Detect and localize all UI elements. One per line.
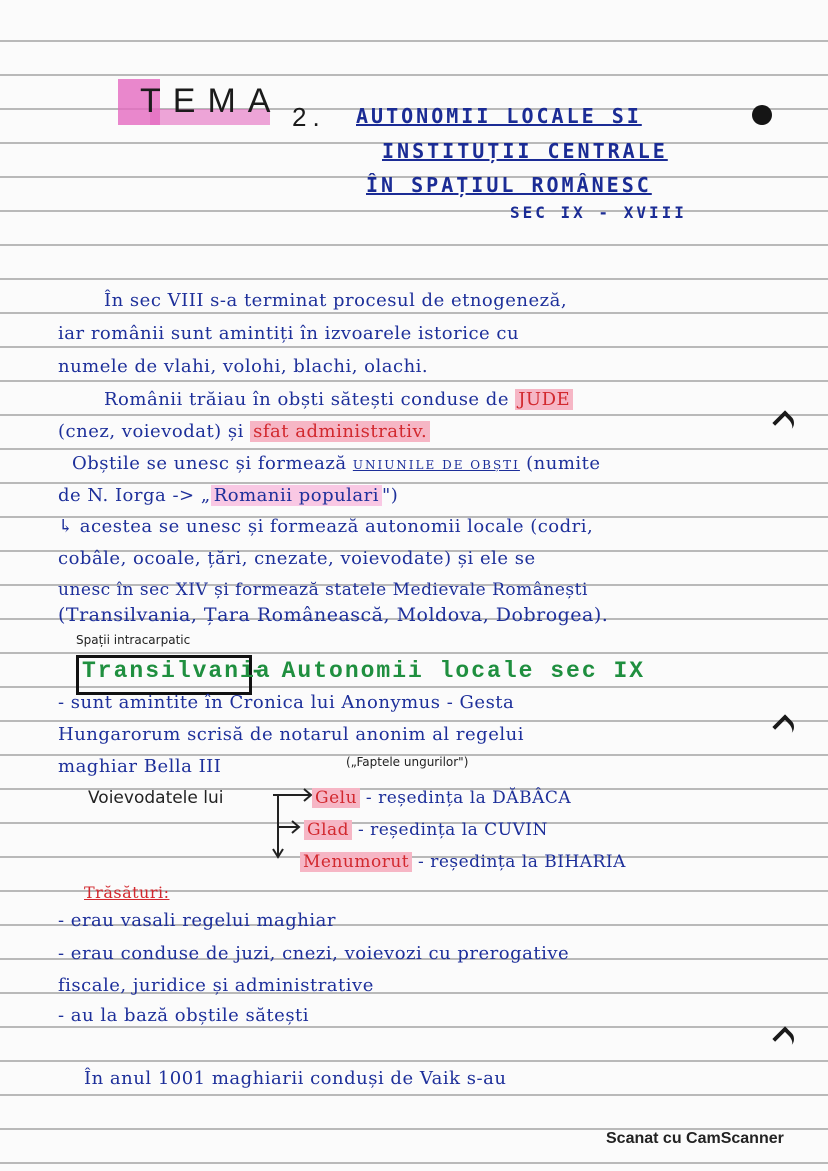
intro-line-5-text: (cnez, voievodat) și: [58, 421, 251, 442]
uniunile-label: UNIUNILE DE OBȘTI: [352, 458, 520, 472]
menumorut-name: Menumorut: [300, 852, 412, 872]
title-line-1: AUTONOMII LOCALE SI: [356, 104, 642, 128]
voievodat-menumorut: [300, 852, 626, 872]
spatii-note: Spații intracarpatic: [76, 633, 191, 647]
punch-mark-icon: [772, 410, 797, 435]
punch-mark-icon: [772, 714, 797, 739]
voievodat-glad: [304, 820, 548, 840]
title-line-2: INSTITUȚII CENTRALE: [382, 139, 668, 163]
intro-line-10: unesc în sec XIV și formează statele Medievale Românești: [58, 580, 588, 600]
transilvania-line-1: - sunt amintite în Cronica lui Anonymus - Gesta: [58, 692, 515, 713]
jude-highlight: JUDE: [515, 389, 573, 410]
glad-name: Glad: [304, 820, 352, 840]
gelu-name: Gelu: [312, 788, 360, 808]
transilvania-line-3: maghiar Bella III: [58, 756, 222, 777]
voievodate-label: Voievodatele lui: [88, 788, 224, 808]
gelu-rest: - reședința la DĂBÂCA: [360, 788, 572, 808]
punch-mark-icon: [772, 1026, 797, 1051]
last-line: În anul 1001 maghiarii conduși de Vaik s-au: [84, 1068, 507, 1089]
scanner-watermark: Scanat cu CamScanner: [606, 1130, 784, 1147]
intro-line-4: [104, 389, 573, 410]
transilvania-heading: - Autonomii locale sec IX: [250, 658, 646, 684]
voievodat-gelu: [312, 788, 571, 808]
menumorut-rest: - reședința la BIHARIA: [412, 852, 626, 872]
bullet-dot-icon: [752, 105, 772, 125]
intro-line-6-text: Obștile se unesc și formează: [72, 453, 353, 474]
title-line-3: ÎN SPAȚIUL ROMÂNESC: [366, 173, 652, 197]
intro-line-6: [72, 453, 601, 474]
intro-line-7: [58, 485, 398, 506]
intro-line-11: (Transilvania, Țara Românească, Moldova, Dobrogea).: [58, 604, 609, 626]
romanii-populari: Romanii populari: [211, 485, 382, 506]
intro-line-9: cobâle, ocoale, țări, cnezate, voievodate) și ele se: [58, 548, 536, 569]
intro-line-6-end: (numite: [519, 453, 601, 474]
trasatura-1: - erau vasali regelui maghiar: [58, 910, 336, 931]
intro-line-1: În sec VIII s-a terminat procesul de etnogeneză,: [104, 290, 568, 311]
intro-line-2: iar românii sunt amintiți în izvoarele istorice cu: [58, 323, 520, 344]
title-century: SEC IX - XVIII: [510, 203, 687, 222]
faptele-note: („Faptele ungurilor"): [346, 755, 469, 769]
intro-line-8: ↳ acestea se unesc și formează autonomii locale (codri,: [58, 516, 594, 537]
intro-line-7-end: "): [382, 485, 399, 506]
trasaturi-label: Trăsături:: [84, 883, 170, 902]
intro-line-4-text: Românii trăiau în obști sătești conduse de: [104, 389, 516, 410]
trasatura-2-cont: fiscale, juridice și administrative: [58, 975, 374, 996]
intro-line-7-text: de N. Iorga -> „: [58, 485, 211, 506]
sfat-highlight: sfat administrativ.: [250, 421, 430, 442]
tema-word: TEMA: [140, 82, 283, 120]
intro-line-5: [58, 421, 430, 442]
transilvania-line-2: Hungarorum scrisă de notarul anonim al regelui: [58, 724, 524, 745]
trasatura-2: - erau conduse de juzi, cnezi, voievozi cu prerogative: [58, 943, 570, 964]
tema-number: 2.: [292, 102, 326, 132]
intro-line-3: numele de vlahi, volohi, blachi, olachi.: [58, 356, 429, 377]
trasatura-3: - au la bază obștile sătești: [58, 1005, 310, 1026]
glad-rest: - reședința la CUVIN: [352, 820, 548, 840]
transilvania-label: Transilvania: [82, 658, 272, 684]
